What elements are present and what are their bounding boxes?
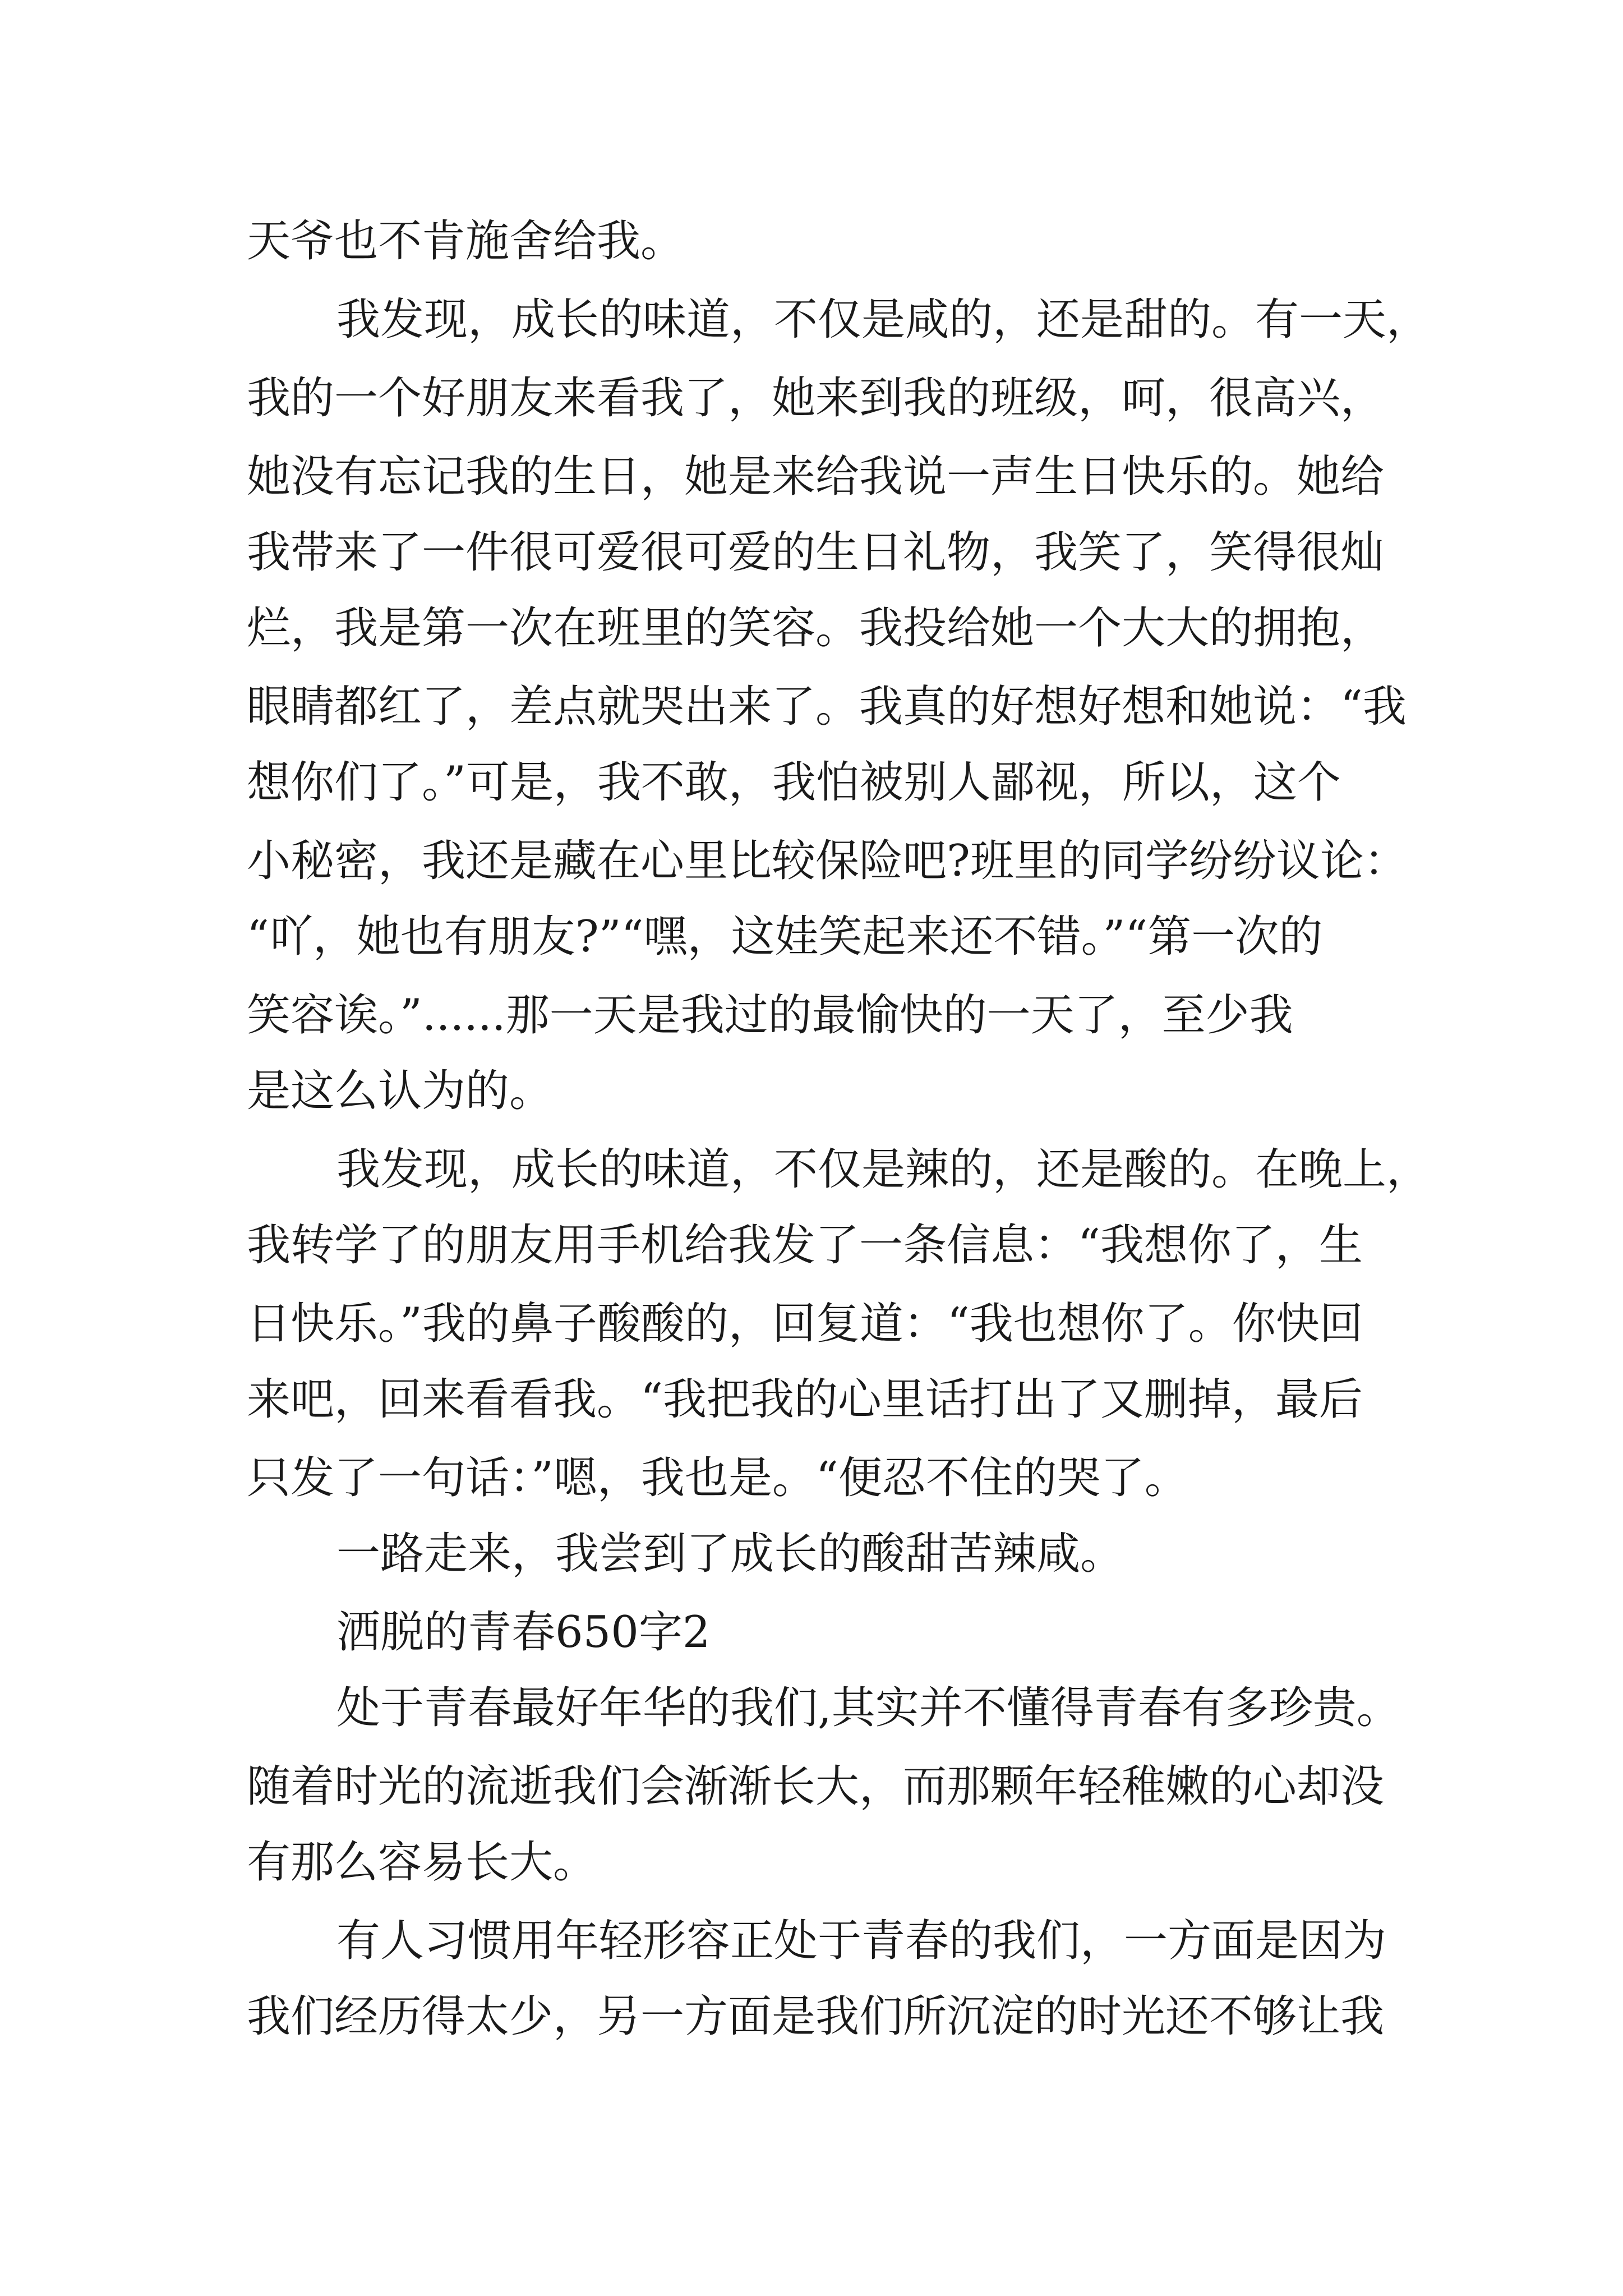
text-line: 我转学了的朋友用手机给我发了一条信息：“我想你了，生 — [247, 1220, 1363, 1271]
paragraph-first-line: 我发现，成长的味道，不仅是咸的，还是甜的。有一天， — [336, 295, 1431, 345]
paragraph-first-line: 有人习惯用年轻形容正处于青春的我们，一方面是因为 — [336, 1916, 1387, 1966]
text-line: 有那么容易长大。 — [247, 1837, 597, 1888]
paragraph-first-line: 我发现，成长的味道，不仅是辣的，还是酸的。在晚上， — [336, 1144, 1431, 1195]
text-line: 我们经历得太少，另一方面是我们所沉淀的时光还不够让我 — [247, 1991, 1385, 2042]
text-line: 烂，我是第一次在班里的笑容。我投给她一个大大的拥抱， — [247, 603, 1385, 654]
text-line: 随着时光的流逝我们会渐渐长大，而那颗年轻稚嫩的心却没 — [247, 1761, 1385, 1812]
text-line: 我的一个好朋友来看我了，她来到我的班级，呵，很高兴， — [247, 373, 1385, 424]
text-line: 只发了一句话：”嗯，我也是。“便忍不住的哭了。 — [247, 1453, 1188, 1503]
text-line: 我带来了一件很可爱很可爱的生日礼物，我笑了，笑得很灿 — [247, 527, 1385, 578]
text-line: 想你们了。”可是，我不敢，我怕被别人鄙视，所以，这个 — [247, 757, 1341, 808]
paragraph-first-line: 处于青春最好年华的我们,其实并不懂得青春有多珍贵。 — [336, 1683, 1400, 1733]
section-heading: 洒脱的青春650字2 — [336, 1607, 711, 1658]
text-line: 她没有忘记我的生日，她是来给我说一声生日快乐的。她给 — [247, 452, 1385, 502]
text-line: 来吧，回来看看我。“我把我的心里话打出了又删掉，最后 — [247, 1374, 1363, 1425]
text-line: 笑容诶。”......那一天是我过的最愉快的一天了，至少我 — [247, 990, 1293, 1041]
text-line: 是这么认为的。 — [247, 1066, 554, 1116]
text-line: 日快乐。”我的鼻子酸酸的，回复道：“我也想你了。你快回 — [247, 1299, 1363, 1349]
paragraph-first-line: 一路走来，我尝到了成长的酸甜苦辣咸。 — [336, 1529, 1124, 1579]
text-line: 小秘密，我还是藏在心里比较保险吧?班里的同学纷纷议论： — [247, 836, 1408, 886]
text-line: 眼睛都红了，差点就哭出来了。我真的好想好想和她说：“我 — [247, 682, 1407, 732]
text-line: 天爷也不肯施舍给我。 — [247, 216, 685, 266]
text-line: “吖，她也有朋友?”“嘿，这娃笑起来还不错。”“第一次的 — [247, 912, 1323, 962]
